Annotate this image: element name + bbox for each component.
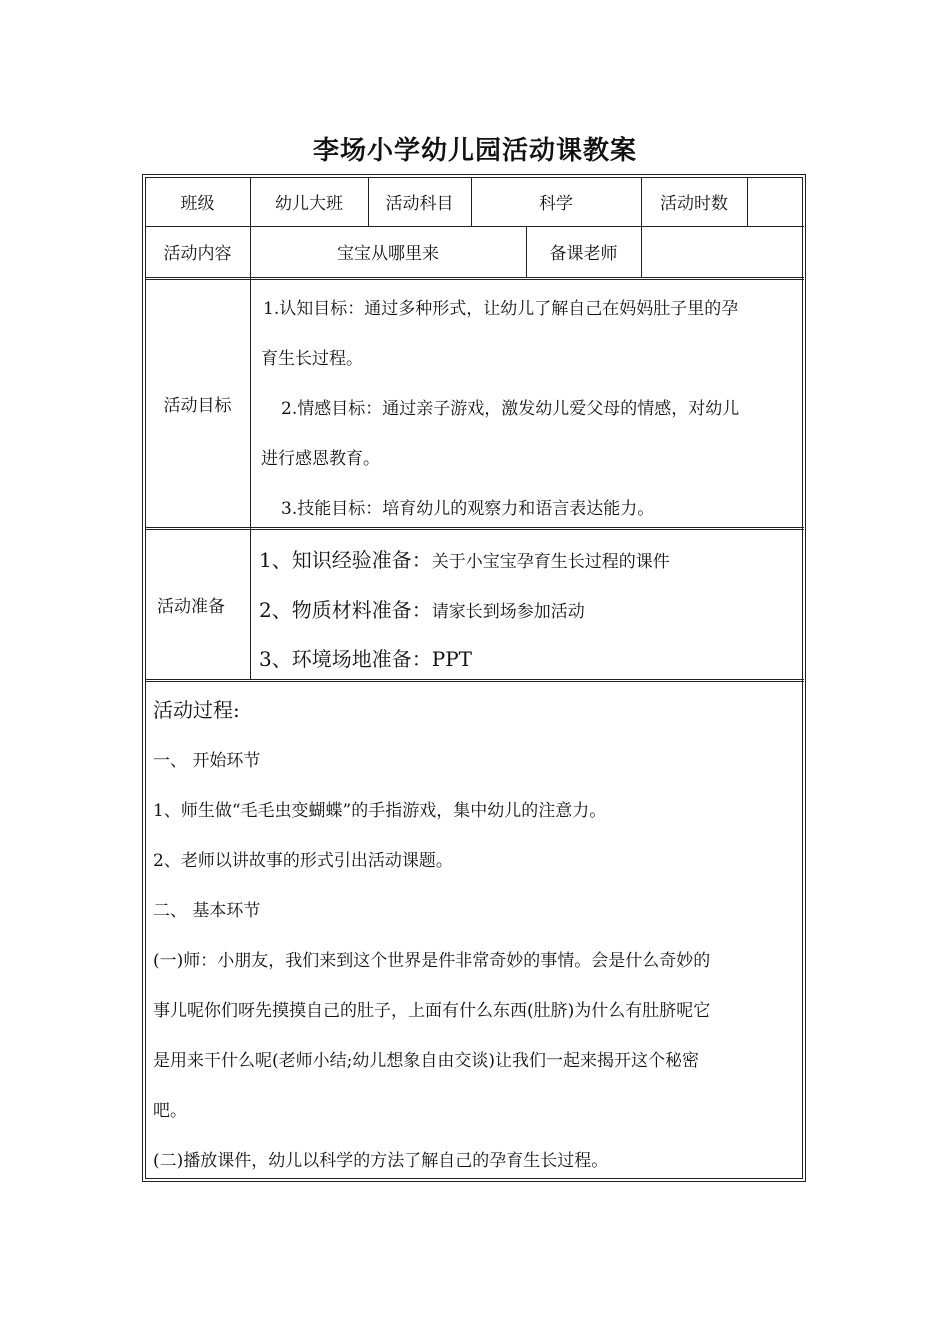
- process-line: 2、老师以讲故事的形式引出活动课题。: [153, 851, 453, 871]
- prep-item-text: 请家长到场参加活动: [431, 602, 585, 622]
- prep-bottom-line-double: [145, 681, 804, 682]
- process-line: 二、 基本环节: [153, 901, 261, 921]
- class-value: 幼儿大班: [275, 194, 343, 214]
- teacher-value: [641, 226, 804, 277]
- subject-value: 科学: [539, 194, 573, 214]
- goal-line: 2.情感目标：通过亲子游戏，激发幼儿爱父母的情感，对幼儿: [281, 399, 740, 419]
- row2-bottom-line: [145, 277, 804, 278]
- process-line: (一)师：小朋友，我们来到这个世界是件非常奇妙的事情。会是什么奇妙的: [153, 951, 711, 971]
- process-line: 是用来干什么呢(老师小结;幼儿想象自由交谈)让我们一起来揭开这个秘密: [153, 1051, 699, 1071]
- prep-item: [259, 594, 585, 623]
- goal-line: 3.技能目标：培育幼儿的观察力和语言表达能力。: [281, 499, 655, 519]
- goals-bottom-line: [145, 527, 804, 528]
- prep-item-head: 2、物质材料准备：: [259, 598, 432, 622]
- content-value: 宝宝从哪里来: [337, 244, 439, 264]
- page-title: 李场小学幼儿园活动课教案: [312, 136, 637, 166]
- hours-value: [747, 177, 804, 226]
- goal-line: 育生长过程。: [261, 349, 363, 369]
- process-heading: 活动过程:: [153, 698, 240, 722]
- prep-item: [259, 643, 472, 672]
- process-line: 吧。: [153, 1101, 187, 1121]
- content-label: 活动内容: [163, 244, 232, 264]
- prep-item-text: 关于小宝宝孕育生长过程的课件: [431, 552, 670, 572]
- process-line: 事儿呢你们呀先摸摸自己的肚子，上面有什么东西(肚脐)为什么有肚脐呢它: [153, 1001, 711, 1021]
- class-label: 班级: [180, 194, 215, 214]
- goal-line: 进行感恩教育。: [261, 449, 380, 469]
- subject-label: 活动科目: [385, 194, 454, 214]
- prep-item-text: PPT: [431, 647, 472, 671]
- process-line: 1、师生做“毛毛虫变蝴蝶”的手指游戏，集中幼儿的注意力。: [153, 801, 607, 821]
- goals-label: 活动目标: [163, 395, 232, 416]
- hours-label: 活动时数: [660, 194, 728, 214]
- teacher-label: 备课老师: [549, 244, 618, 264]
- prep-label: 活动准备: [157, 596, 225, 617]
- prep-item-head: 1、知识经验准备：: [259, 548, 432, 572]
- process-line: 一、 开始环节: [153, 751, 261, 771]
- prep-bottom-line: [145, 679, 804, 680]
- prep-item: [259, 544, 670, 573]
- goal-line: 1.认知目标：通过多种形式，让幼儿了解自己在妈妈肚子里的孕: [263, 299, 739, 319]
- prep-item-head: 3、环境场地准备：: [259, 647, 432, 671]
- goals-bottom-line-double: [145, 529, 804, 530]
- process-line: (二)播放课件，幼儿以科学的方法了解自己的孕育生长过程。: [153, 1151, 609, 1171]
